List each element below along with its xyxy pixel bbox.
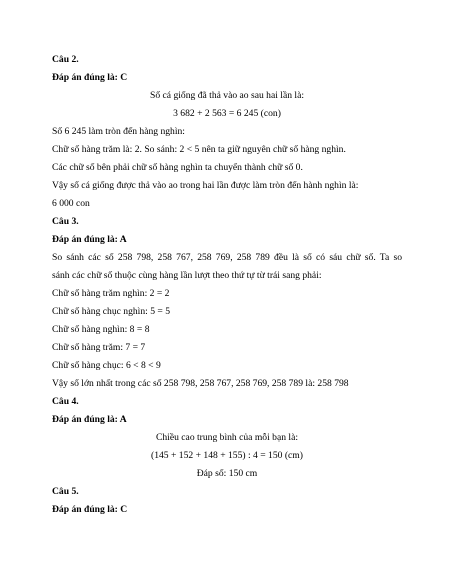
- text-line: Chữ số hàng nghìn: 8 = 8: [52, 324, 150, 335]
- question-heading: Câu 4.: [52, 396, 79, 407]
- equation-line: 3 682 + 2 563 = 6 245 (con): [173, 108, 281, 119]
- text-line: So sánh các số 258 798, 258 767, 258 769, 258 789 đều là số có sáu chữ số. Ta so: [52, 252, 402, 263]
- question-heading: Câu 2.: [52, 54, 79, 65]
- text-line: Chữ số hàng trăm: 7 = 7: [52, 342, 146, 353]
- text-line: Chữ số hàng chục nghìn: 5 = 5: [52, 306, 170, 317]
- question-heading: Câu 5.: [52, 486, 79, 497]
- text-line: Chiều cao trung bình của mỗi bạn là:: [155, 432, 298, 443]
- text-line: Vậy số cá giống được thả vào ao trong hai lần được làm tròn đến hành nghìn là:: [52, 180, 359, 191]
- text-line: Vậy số lớn nhất trong các số 258 798, 258 767, 258 769, 258 789 là: 258 798: [52, 378, 349, 389]
- answer-line: Đáp án đúng là: C: [52, 72, 128, 83]
- text-line: 6 000 con: [52, 198, 90, 209]
- result-line: Đáp số: 150 cm: [196, 468, 258, 479]
- answer-line: Đáp án đúng là: A: [52, 234, 127, 245]
- text-line: Số cá giống đã thả vào ao sau hai lần là:: [150, 90, 304, 101]
- question-heading: Câu 3.: [52, 216, 79, 227]
- text-line: Số 6 245 làm tròn đến hàng nghìn:: [52, 126, 185, 137]
- answer-line: Đáp án đúng là: C: [52, 504, 128, 515]
- text-line: Chữ số hàng trăm nghìn: 2 = 2: [52, 288, 170, 299]
- text-line: Chữ số hàng trăm là: 2. So sánh: 2 < 5 nên ta giữ nguyên chữ số hàng nghìn.: [52, 144, 346, 155]
- text-line: Chữ số hàng chục: 6 < 8 < 9: [52, 360, 161, 371]
- text-line: sánh các chữ số thuộc cùng hàng lần lượt theo thứ tự từ trái sang phải:: [52, 270, 322, 281]
- text-line: Các chữ số bên phải chữ số hàng nghìn ta chuyển thành chữ số 0.: [52, 162, 303, 173]
- answer-line: Đáp án đúng là: A: [52, 414, 127, 425]
- equation-line: (145 + 152 + 148 + 155) : 4 = 150 (cm): [151, 450, 303, 461]
